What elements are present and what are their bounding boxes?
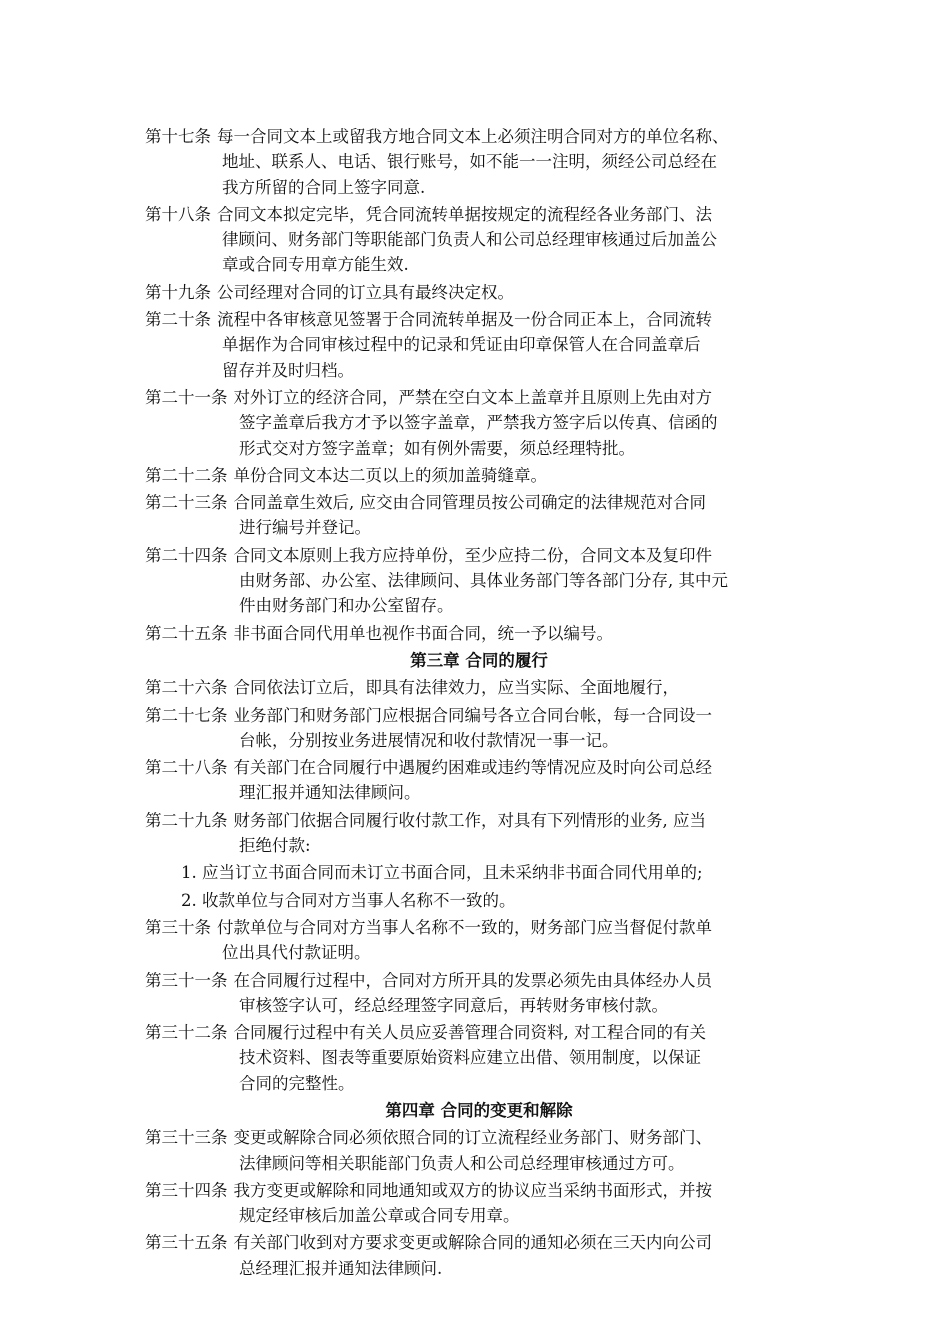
article-text: 我方变更或解除和同地通知或双方的协议应当采纳书面形式，并按 (233, 1180, 712, 1200)
article-number: 第三十四条 (145, 1180, 228, 1200)
article-text: 单份合同文本达二页以上的须加盖骑缝章。 (233, 465, 547, 485)
chapter-4-heading: 第四章 合同的变更和解除 (385, 1100, 573, 1120)
article (145, 385, 813, 461)
article-first-line (145, 1230, 813, 1255)
article-first-line (145, 621, 813, 646)
article-first-line (145, 808, 813, 833)
article-text: 合同文本拟定完毕，凭合同流转单据按规定的流程经各业务部门、法 (217, 204, 712, 224)
article-text: 非书面合同代用单也视作书面合同，统一予以编号。 (233, 623, 613, 643)
article-number: 第三十二条 (145, 1023, 228, 1043)
article-continuation-line: 理汇报并通知法律顾问。 (239, 783, 421, 803)
article-first-line (145, 490, 813, 515)
article-first-line (145, 307, 813, 332)
article-text: 流程中各审核意见签署于合同流转单据及一份合同正本上，合同流转 (217, 310, 712, 330)
article-text: 对外订立的经济合同，严禁在空白文本上盖章并且原则上先由对方 (233, 387, 712, 407)
article-number: 第三十五条 (145, 1233, 228, 1253)
article (145, 1020, 813, 1096)
chapter-3-articles-part1 (145, 675, 813, 858)
article (145, 1125, 813, 1176)
article-number: 第二十五条 (145, 623, 228, 643)
article-text: 变更或解除合同必须依照合同的订立流程经业务部门、财务部门、 (233, 1128, 712, 1148)
article (145, 490, 813, 541)
article-first-line (145, 463, 813, 488)
article-number: 第二十条 (145, 310, 211, 330)
article (145, 463, 813, 488)
payment-refusal-list (145, 860, 813, 913)
article-first-line (145, 915, 813, 940)
article (145, 307, 813, 383)
article-number: 第二十四条 (145, 545, 228, 565)
chapter-2-articles (145, 124, 813, 646)
article-continuation-line: 单据作为合同审核过程中的记录和凭证由印章保管人在合同盖章后 (222, 335, 701, 355)
article-text: 有关部门收到对方要求变更或解除合同的通知必须在三天内向公司 (233, 1233, 712, 1253)
article-continuation-line: 律顾问、财务部门等职能部门负责人和公司总经理审核通过后加盖公 (222, 230, 717, 250)
article-number: 第三十三条 (145, 1128, 228, 1148)
article-first-line (145, 543, 813, 568)
article (145, 621, 813, 646)
article (145, 755, 813, 806)
article-first-line (145, 675, 813, 700)
article-continuation-line: 形式交对方签字盖章；如有例外需要，须总经理特批。 (239, 438, 635, 458)
article (145, 124, 813, 200)
article (145, 968, 813, 1019)
article-number: 第二十二条 (145, 465, 228, 485)
article-first-line (145, 1125, 813, 1150)
article (145, 703, 813, 754)
article-text: 合同盖章生效后, 应交由合同管理员按公司确定的法律规范对合同 (233, 493, 706, 513)
article-text: 每一合同文本上或留我方地合同文本上必须注明合同对方的单位名称、 (217, 127, 729, 146)
article-continuation-line: 法律顾问等相关职能部门负责人和公司总经理审核通过方可。 (239, 1153, 685, 1173)
article-number: 第二十一条 (145, 387, 228, 407)
article-first-line (145, 968, 813, 993)
article-continuation-line: 台帐，分别按业务进展情况和收付款情况一事一记。 (239, 730, 619, 750)
article-number: 第十七条 (145, 127, 211, 146)
article-number: 第十九条 (145, 282, 211, 302)
article-number: 第三十一条 (145, 970, 228, 990)
article-first-line (145, 1020, 813, 1045)
article (145, 808, 813, 859)
article-number: 第二十三条 (145, 493, 228, 513)
article (145, 915, 813, 966)
article-first-line (145, 703, 813, 728)
article-continuation-line: 拒绝付款: (239, 836, 311, 856)
article-first-line (145, 202, 813, 227)
article-text: 合同履行过程中有关人员应妥善管理合同资料, 对工程合同的有关 (233, 1023, 706, 1043)
article-text: 合同文本原则上我方应持单份，至少应持二份，合同文本及复印件 (233, 545, 712, 565)
article (145, 1230, 813, 1281)
article-continuation-line: 总经理汇报并通知法律顾问. (239, 1258, 443, 1278)
article-text: 付款单位与合同对方当事人名称不一致的，财务部门应当督促付款单 (217, 917, 712, 937)
article-continuation-line: 技术资料、图表等重要原始资料应建立出借、领用制度，以保证 (239, 1048, 701, 1068)
article-first-line (145, 385, 813, 410)
article-text: 合同依法订立后，即具有法律效力，应当实际、全面地履行， (233, 678, 679, 698)
chapter-3-heading: 第三章 合同的履行 (410, 650, 548, 670)
article-continuation-line: 进行编号并登记。 (239, 518, 371, 538)
article-number: 第二十九条 (145, 810, 228, 830)
list-item: 2. 收款单位与合同对方当事人名称不一致的。 (181, 890, 516, 910)
article (145, 1178, 813, 1229)
article-first-line (145, 1178, 813, 1203)
document-page (145, 124, 813, 1283)
article-continuation-line: 审核签字认可，经总经理签字同意后，再转财务审核付款。 (239, 995, 668, 1015)
article-first-line (145, 124, 813, 149)
article (145, 280, 813, 305)
article-continuation-line: 由财务部、办公室、法律顾问、具体业务部门等各部门分存, 其中元 (239, 571, 728, 591)
article-number: 第二十六条 (145, 678, 228, 698)
article-first-line (145, 755, 813, 780)
article-number: 第三十条 (145, 917, 211, 937)
article-continuation-line: 规定经审核后加盖公章或合同专用章。 (239, 1206, 520, 1226)
article-continuation-line: 合同的完整性。 (239, 1073, 355, 1093)
article (145, 202, 813, 278)
article-number: 第十八条 (145, 204, 211, 224)
article-continuation-line: 签字盖章后我方才予以签字盖章，严禁我方签字后以传真、信函的 (239, 413, 718, 433)
article (145, 675, 813, 700)
article-first-line (145, 280, 813, 305)
article-text: 财务部门依据合同履行收付款工作，对具有下列情形的业务, 应当 (233, 810, 706, 830)
article-continuation-line: 留存并及时归档。 (222, 360, 354, 380)
article-continuation-line: 章或合同专用章方能生效. (222, 255, 409, 275)
article-continuation-line: 我方所留的合同上签字同意. (222, 177, 426, 197)
article-text: 在合同履行过程中，合同对方所开具的发票必须先由具体经办人员 (233, 970, 712, 990)
article (145, 543, 813, 619)
article-text: 有关部门在合同履行中遇履约困难或违约等情况应及时向公司总经 (233, 758, 712, 778)
article-continuation-line: 地址、联系人、电话、银行账号，如不能一一注明，须经公司总经在 (222, 152, 717, 172)
article-number: 第二十八条 (145, 758, 228, 778)
article-text: 公司经理对合同的订立具有最终决定权。 (217, 282, 514, 302)
article-text: 业务部门和财务部门应根据合同编号各立合同台帐，每一合同设一 (233, 705, 712, 725)
list-item: 1. 应当订立书面合同而未订立书面合同，且未采纳非书面合同代用单的; (181, 863, 703, 883)
chapter-4-articles (145, 1125, 813, 1281)
chapter-3-articles-part2 (145, 915, 813, 1096)
article-continuation-line: 位出具代付款证明。 (222, 943, 371, 963)
article-number: 第二十七条 (145, 705, 228, 725)
article-continuation-line: 件由财务部门和办公室留存。 (239, 596, 454, 616)
